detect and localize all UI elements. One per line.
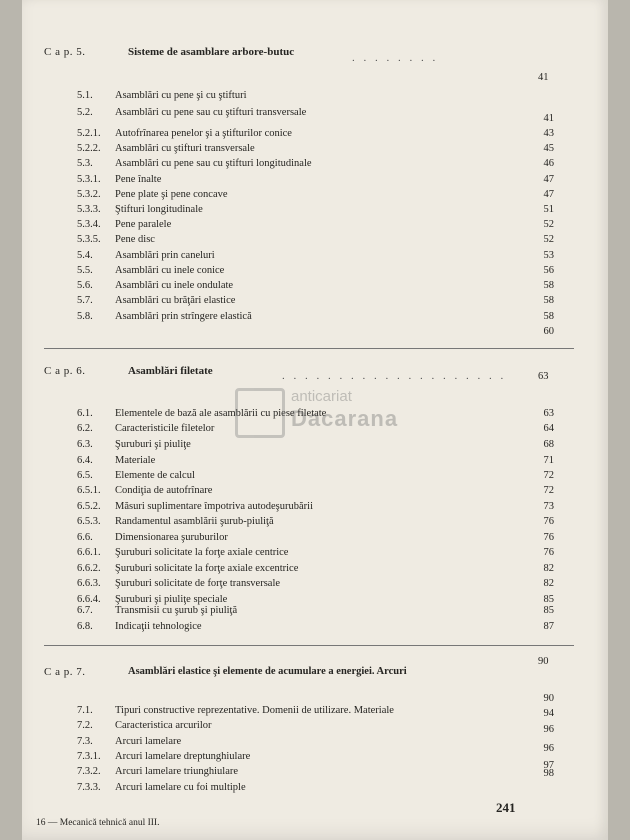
toc-entry [77, 90, 554, 104]
toc-entry [77, 158, 554, 172]
entry-title: Transmisii cu şurub şi piuliţă [115, 605, 238, 616]
entry-number: 6.6.3. [77, 578, 101, 589]
toc-entry [77, 516, 554, 530]
entry-page: 76 [543, 516, 554, 527]
watermark-logo [235, 388, 435, 438]
entry-page: 45 [543, 143, 554, 154]
chapter-title: Asamblări elastice şi elemente de acumulare a energiei. Arcuri [128, 666, 407, 677]
entry-page: 82 [543, 563, 554, 574]
entry-page: 41 [543, 113, 554, 124]
entry-page: 64 [543, 423, 554, 434]
entry-title: Asamblări prin strîngere elastică [115, 311, 252, 322]
chapter-title: Sisteme de asamblare arbore-butuc [128, 46, 295, 58]
entry-page: 43 [543, 128, 554, 139]
toc-entry [77, 547, 554, 561]
toc-entry [77, 295, 554, 309]
entry-number: 5.3.1. [77, 174, 101, 185]
entry-title: Asamblări cu pene sau cu ştifturi longitudinale [115, 158, 312, 169]
entry-title: Asamblări cu brăţări elastice [115, 295, 236, 306]
chapter-page: 63 [538, 371, 549, 382]
entry-page: 76 [543, 547, 554, 558]
entry-title: Asamblări prin caneluri [115, 250, 215, 261]
entry-number: 6.5.1. [77, 485, 101, 496]
toc-entry [77, 250, 554, 264]
toc-entry [77, 439, 554, 453]
entry-number: 6.1. [77, 408, 93, 419]
entry-number: 5.6. [77, 280, 93, 291]
entry-title: Caracteristica arcurilor [115, 720, 212, 731]
entry-title: Măsuri suplimentare împotriva autodeşurubării [115, 501, 313, 512]
entry-page: 51 [543, 204, 554, 215]
entry-title: Asamblări cu inele conice [115, 265, 225, 276]
chapter-label: C a p. 6. [44, 365, 86, 377]
entry-number: 6.3. [77, 439, 93, 450]
entry-number: 5.5. [77, 265, 93, 276]
entry-page: 96 [543, 743, 554, 754]
entry-title: Arcuri lamelare dreptunghiulare [115, 751, 251, 762]
entry-page: 72 [543, 485, 554, 496]
entry-page: 87 [543, 621, 554, 632]
entry-title: Autofrînarea penelor şi a ştifturilor conice [115, 128, 292, 139]
entry-page: 90 [543, 693, 554, 704]
toc-entry [77, 219, 554, 233]
entry-title: Asamblări cu pene sau cu ştifturi transversale [115, 107, 307, 118]
entry-number: 6.5.2. [77, 501, 101, 512]
entry-page: 53 [543, 250, 554, 261]
entry-title: Ştifturi longitudinale [115, 204, 203, 215]
toc-entry [77, 234, 554, 248]
section-divider [44, 348, 574, 349]
chapter-label: C a p. 7. [44, 666, 86, 678]
entry-page: 82 [543, 578, 554, 589]
entry-title: Indicaţii tehnologice [115, 621, 202, 632]
entry-number: 5.3.4. [77, 219, 101, 230]
entry-number: 5.2.2. [77, 143, 101, 154]
entry-page: 96 [543, 724, 554, 735]
chapter-page: 41 [538, 72, 549, 83]
entry-title: Randamentul asamblării şurub-piuliţă [115, 516, 274, 527]
entry-title: Şuruburi şi piuliţe speciale [115, 594, 228, 605]
entry-number: 7.3.3. [77, 782, 101, 793]
entry-number: 7.3.2. [77, 766, 101, 777]
page-number: 241 [496, 800, 516, 815]
entry-page: 85 [543, 605, 554, 616]
toc-entry [77, 621, 554, 635]
toc-entry [77, 501, 554, 515]
entry-title: Arcuri lamelare cu foi multiple [115, 782, 246, 793]
leader-dots: . . . . . . . . . . . . . . . . . . . . [282, 370, 507, 382]
entry-title: Asamblări cu inele ondulate [115, 280, 234, 291]
entry-title: Dimensionarea şuruburilor [115, 532, 228, 543]
entry-title: Elemente de calcul [115, 470, 195, 481]
entry-title: Pene disc [115, 234, 155, 245]
entry-number: 6.2. [77, 423, 93, 434]
entry-title: Asamblări cu ştifturi transversale [115, 143, 255, 154]
entry-title: Şuruburi şi piuliţe [115, 439, 191, 450]
entry-number: 7.1. [77, 705, 93, 716]
toc-entry [77, 311, 554, 325]
entry-page: 58 [543, 295, 554, 306]
toc-entry [77, 326, 554, 340]
toc-entry [77, 174, 554, 188]
entry-title: Arcuri lamelare [115, 736, 182, 747]
toc-entry [77, 455, 554, 469]
entry-number: 6.7. [77, 605, 93, 616]
entry-number: 5.3.5. [77, 234, 101, 245]
toc-entry [77, 578, 554, 592]
entry-page: 68 [543, 439, 554, 450]
toc-entry [77, 470, 554, 484]
entry-number: 6.5. [77, 470, 93, 481]
chapter-page: 90 [538, 656, 549, 667]
toc-entry [77, 743, 554, 765]
entry-number: 6.6.1. [77, 547, 101, 558]
entry-title: Şuruburi solicitate la forţe axiale centrice [115, 547, 289, 558]
entry-number: 5.3.3. [77, 204, 101, 215]
entry-number: 6.6. [77, 532, 93, 543]
entry-title: Tipuri constructive reprezentative. Domenii de utilizare. Materiale [115, 705, 394, 716]
entry-number: 6.4. [77, 455, 93, 466]
toc-entry [77, 204, 554, 218]
toc-entry [77, 485, 554, 499]
chapter-title: Asamblări filetate [128, 365, 213, 377]
entry-number: 5.2. [77, 107, 93, 118]
entry-title: Pene înalte [115, 174, 162, 185]
entry-page: 85 [543, 594, 554, 605]
entry-number: 5.3. [77, 158, 93, 169]
entry-title: Elementele de bază ale asamblării cu piese filetate [115, 408, 327, 419]
watermark-book-icon [235, 388, 285, 438]
entry-number: 7.3. [77, 736, 93, 747]
section-divider [44, 645, 574, 646]
entry-page: 47 [543, 174, 554, 185]
entry-page: 73 [543, 501, 554, 512]
entry-page: 63 [543, 408, 554, 419]
entry-number: 7.3.1. [77, 751, 101, 762]
toc-entry [77, 189, 554, 203]
entry-number: 5.3.2. [77, 189, 101, 200]
entry-number: 6.5.3. [77, 516, 101, 527]
entry-number: 6.6.2. [77, 563, 101, 574]
entry-number: 6.8. [77, 621, 93, 632]
book-page [22, 0, 608, 840]
chapter-label: C a p. 5. [44, 46, 86, 58]
toc-entry [77, 143, 554, 157]
entry-number: 5.1. [77, 90, 93, 101]
toc-entry [77, 760, 554, 780]
entry-page: 56 [543, 265, 554, 276]
entry-number: 5.4. [77, 250, 93, 261]
toc-entry [77, 265, 554, 279]
toc-entry [77, 605, 554, 619]
entry-number: 7.2. [77, 720, 93, 731]
entry-number: 5.2.1. [77, 128, 101, 139]
watermark-text-top: anticariat [291, 388, 352, 405]
entry-title: Materiale [115, 455, 156, 466]
watermark-text-bottom: Dacarana [291, 406, 399, 431]
leader-dots: . . . . . . . . [352, 52, 439, 64]
entry-page: 47 [543, 189, 554, 200]
entry-page: 52 [543, 219, 554, 230]
entry-page: 76 [543, 532, 554, 543]
entry-page: 98 [543, 768, 554, 779]
entry-title: Arcuri lamelare triunghiulare [115, 766, 239, 777]
entry-page: 58 [543, 311, 554, 322]
entry-number: 6.6.4. [77, 594, 101, 605]
toc-entry [77, 128, 554, 142]
entry-title: Şuruburi solicitate de forţe transversale [115, 578, 281, 589]
entry-page: 71 [543, 455, 554, 466]
entry-title: Condiţia de autofrînare [115, 485, 213, 496]
entry-page: 60 [543, 326, 554, 337]
toc-entry [77, 280, 554, 294]
toc-entry [77, 563, 554, 577]
entry-page: 52 [543, 234, 554, 245]
entry-number: 5.8. [77, 311, 93, 322]
entry-title: Caracteristicile filetelor [115, 423, 215, 434]
entry-page: 46 [543, 158, 554, 169]
entry-title: Pene paralele [115, 219, 172, 230]
entry-page: 58 [543, 280, 554, 291]
entry-title: Pene plate şi pene concave [115, 189, 228, 200]
entry-page: 94 [543, 708, 554, 719]
toc-entry [77, 532, 554, 546]
entry-title: Şuruburi solicitate la forţe axiale excentrice [115, 563, 299, 574]
entry-page: 72 [543, 470, 554, 481]
entry-number: 5.7. [77, 295, 93, 306]
page-footer: 16 — Mecanică tehnică anul III. [36, 818, 160, 828]
toc-entry [77, 693, 554, 719]
entry-page: 97 [543, 760, 554, 771]
entry-title: Asamblări cu pene şi cu ştifturi [115, 90, 247, 101]
toc-entry [77, 107, 554, 124]
